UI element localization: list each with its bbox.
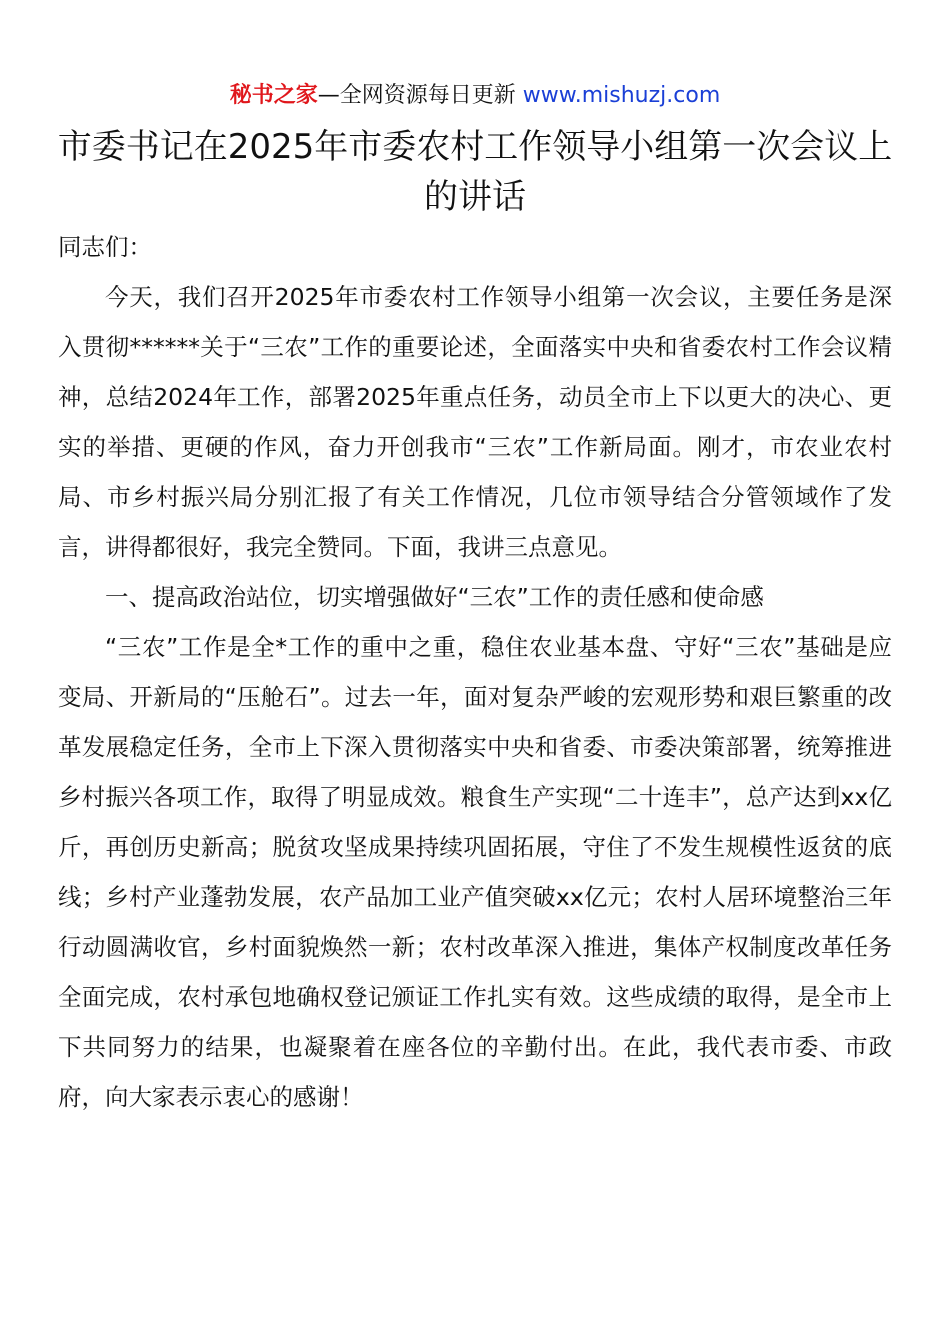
- site-url-link[interactable]: www.mishuzj.com: [522, 83, 721, 108]
- site-name: 秘书之家: [229, 83, 318, 108]
- site-header: [0, 80, 950, 112]
- document-title: 市委书记在2025年市委农村工作领导小组第一次会议上的讲话: [57, 127, 893, 217]
- document-body: [58, 222, 892, 1122]
- site-slogan: —全网资源每日更新: [317, 83, 516, 108]
- paragraph-section-1: “三农”工作是全*工作的重中之重，稳住农业基本盘、守好“三农”基础是应变局、开新局的“压舱石”。过去一年，面对复杂严峻的宏观形势和艰巨繁重的改革发展稳定任务，全市上下深入贯彻落实中央和省委、市委决策部署，统筹推进乡村振兴各项工作，取得了明显成效。粮食生产实现“二十连丰”，总产达到xx亿斤，再创历史新高；脱贫攻坚成果持续巩固拓展，守住了不发生规模性返贫的底线；乡村产业蓬勃发展，农产品加工业产值突破xx亿元；农村人居环境整治三年行动圆满收官，乡村面貌焕然一新；农村改革深入推进，集体产权制度改革任务全面完成，农村承包地确权登记颁证工作扎实有效。这些成绩的取得，是全市上下共同努力的结果，也凝聚着在座各位的辛勤付出。在此，我代表市委、市政府，向大家表示衷心的感谢！: [58, 633, 892, 1111]
- section-heading-1: 一、提高政治站位，切实增强做好“三农”工作的责任感和使命感: [105, 583, 764, 611]
- paragraph-intro: 今天，我们召开2025年市委农村工作领导小组第一次会议，主要任务是深入贯彻******关于“三农”工作的重要论述，全面落实中央和省委农村工作会议精神，总结2024年工作，部署2025年重点任务，动员全市上下以更大的决心、更实的举措、更硬的作风，奋力开创我市“三农”工作新局面。刚才，市农业农村局、市乡村振兴局分别汇报了有关工作情况，几位市领导结合分管领域作了发言，讲得都很好，我完全赞同。下面，我讲三点意见。: [58, 283, 892, 561]
- greeting: 同志们：: [58, 233, 152, 261]
